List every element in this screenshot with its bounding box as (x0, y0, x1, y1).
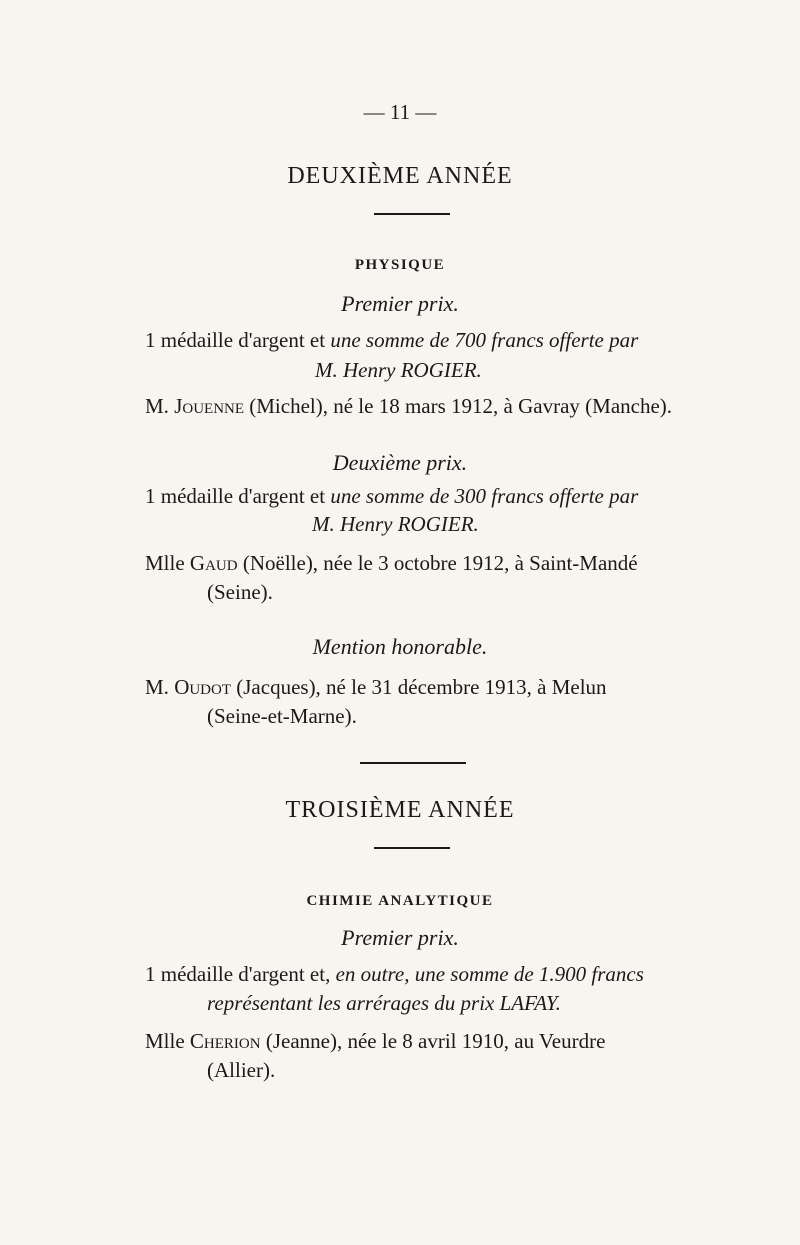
section-rule (374, 213, 450, 215)
award-donor: représentant les arrérages du prix LAFAY. (207, 991, 561, 1015)
winner-title: Mlle (145, 551, 190, 575)
award-donor: M. Henry ROGIER. (315, 358, 482, 382)
award-text: 1 médaille d'argent et (145, 484, 331, 508)
section-heading-deuxieme-annee: DEUXIÈME ANNÉE (287, 163, 513, 189)
award-amount: en outre, une somme de 1.900 francs (335, 962, 644, 986)
winner-entry (145, 551, 638, 576)
winner-title: Mlle (145, 1029, 190, 1053)
prize-title-premier: Premier prix. (341, 291, 459, 316)
section-rule (374, 847, 450, 849)
prize-title-mention: Mention honorable. (312, 634, 488, 659)
winner-entry (145, 675, 607, 700)
section-divider (360, 762, 466, 764)
winner-location-cont: (Allier). (207, 1058, 276, 1082)
prize-title-deuxieme: Deuxième prix. (332, 450, 468, 475)
winner-entry (145, 394, 672, 419)
winner-details: (Jacques), né le 31 décembre 1913, à Melun (231, 675, 607, 699)
winner-title: M. (145, 675, 175, 699)
page-number: — 11 — (363, 100, 437, 124)
winner-location-cont: (Seine). (207, 580, 273, 604)
winner-name: Cherion (189, 1029, 261, 1053)
award-amount: une somme de 700 francs offerte par (330, 328, 639, 352)
winner-details: (Michel), né le 18 mars 1912, à Gavray (Manche). (244, 394, 673, 418)
winner-name: Gaud (189, 551, 238, 575)
award-description (145, 962, 644, 987)
winner-name: Oudot (174, 675, 232, 699)
winner-details: (Noëlle), née le 3 octobre 1912, à Saint-Mandé (237, 551, 638, 575)
winner-title: M. (145, 394, 175, 418)
award-amount: une somme de 300 francs offerte par (330, 484, 639, 508)
award-description (145, 328, 638, 353)
subject-heading-physique: PHYSIQUE (354, 257, 446, 273)
winner-details: (Jeanne), née le 8 avril 1910, au Veurdre (260, 1029, 606, 1053)
award-donor: M. Henry ROGIER. (312, 512, 479, 536)
subject-heading-chimie-analytique: CHIMIE ANALYTIQUE (306, 893, 494, 909)
prize-title-premier: Premier prix. (341, 925, 459, 950)
award-description (145, 484, 638, 509)
winner-entry (145, 1029, 605, 1054)
winner-location-cont: (Seine-et-Marne). (207, 704, 357, 728)
section-heading-troisieme-annee: TROISIÈME ANNÉE (285, 797, 515, 823)
award-text: 1 médaille d'argent et, (145, 962, 336, 986)
award-text: 1 médaille d'argent et (145, 328, 331, 352)
winner-name: Jouenne (174, 394, 245, 418)
